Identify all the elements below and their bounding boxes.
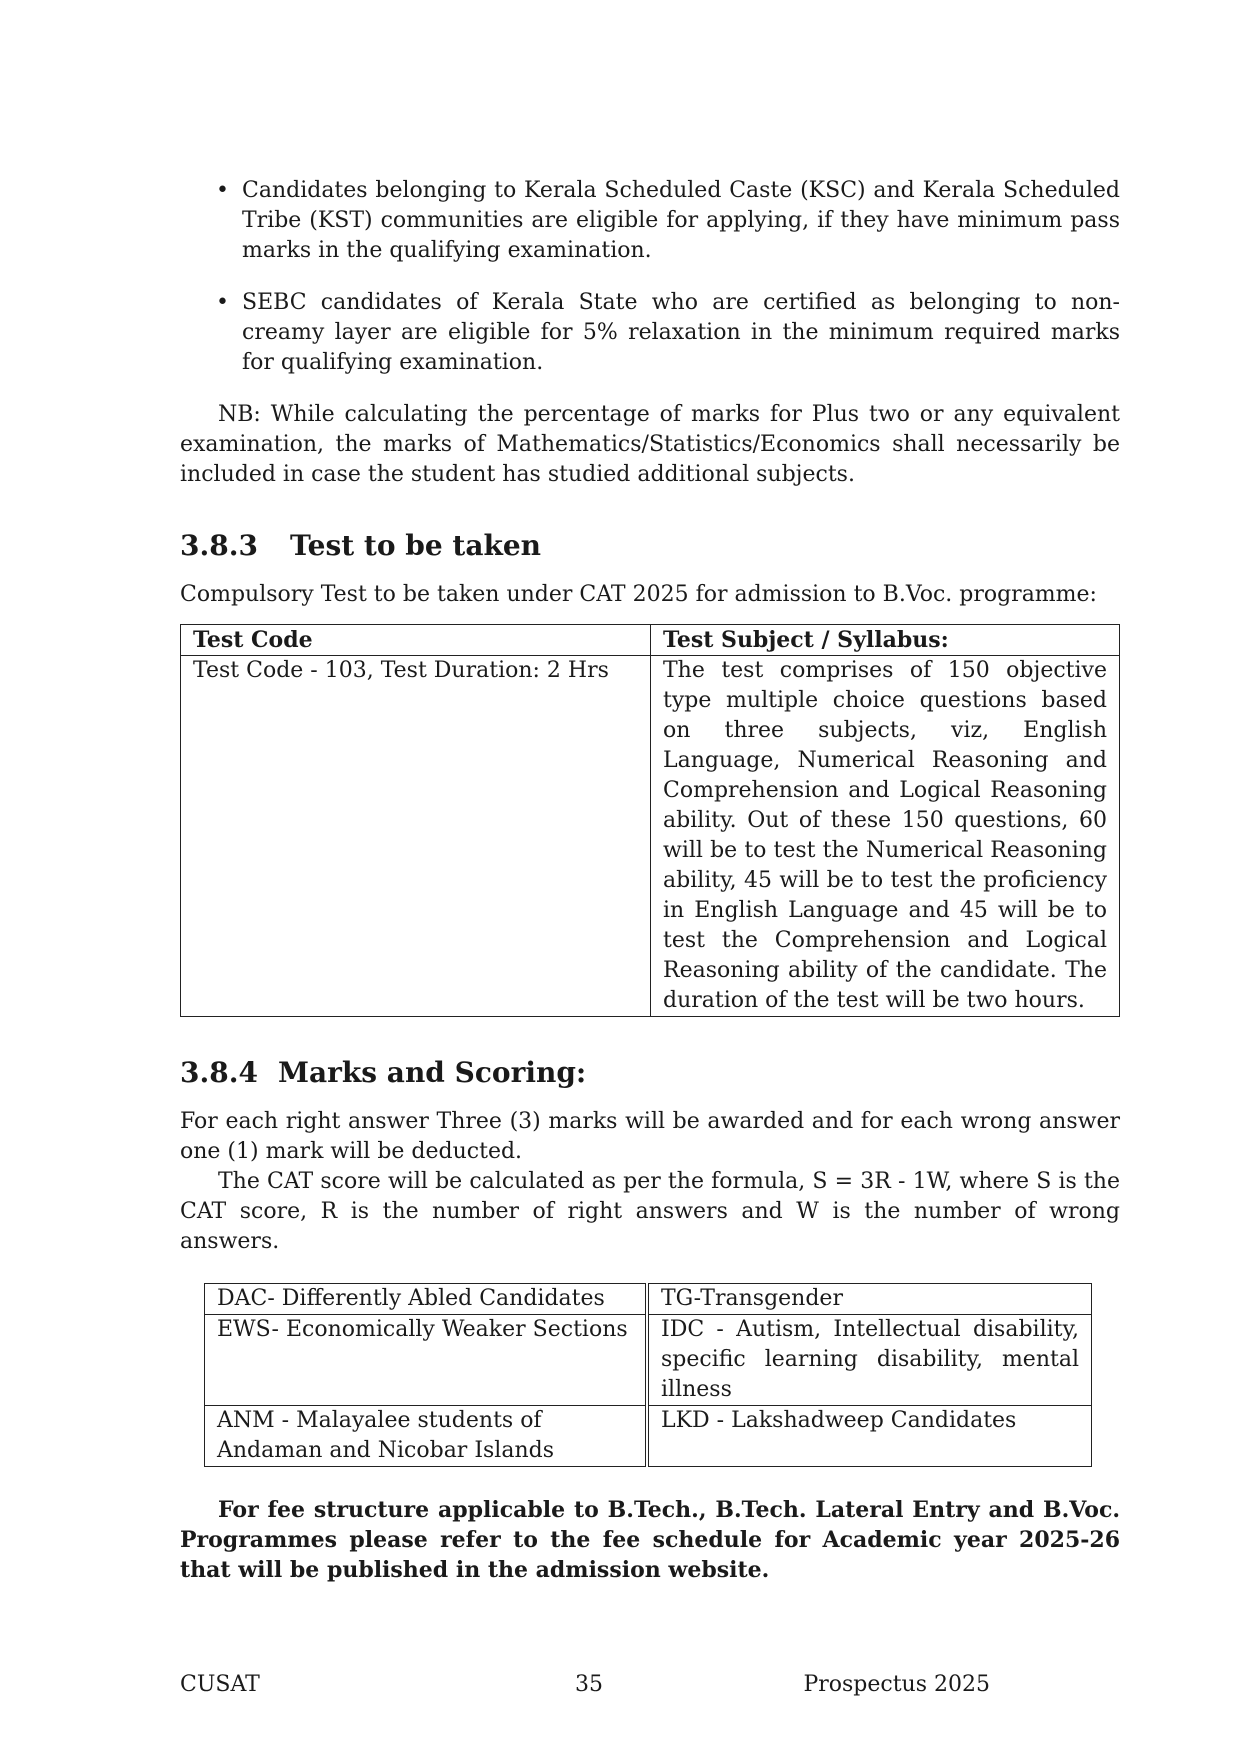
page-footer xyxy=(180,1672,990,1702)
footer-left: CUSAT xyxy=(180,1672,260,1697)
abbr-cell: ANM - Malayalee students of Andaman and Nicobar Islands xyxy=(205,1406,648,1467)
scoring-paragraph-2: The CAT score will be calculated as per the formula, S = 3R - 1W, where S is the CAT score, R is the number of right answers and W is the number of wrong answers. xyxy=(180,1169,1120,1254)
abbr-cell: EWS- Economically Weaker Sections xyxy=(205,1315,648,1406)
nb-paragraph: NB: While calculating the percentage of marks for Plus two or any equivalent examination, the marks of Mathematics/Statistics/Economics shall necessarily be included in case the student has studied additional subjects. xyxy=(180,402,1120,487)
page-number: 35 xyxy=(575,1672,603,1697)
header-test-subject: Test Subject / Syllabus: xyxy=(651,625,1120,656)
test-table xyxy=(180,624,1120,1017)
eligibility-bullet-list xyxy=(180,176,1120,378)
scoring-paragraph-1: For each right answer Three (3) marks will be awarded and for each wrong answer one (1) mark will be deducted. xyxy=(180,1109,1120,1164)
bullet-text: Candidates belonging to Kerala Scheduled Caste (KSC) and Kerala Scheduled Tribe (KST) communities are eligible for applying, if they have minimum pass marks in the qualifying examination. xyxy=(242,178,1120,263)
abbr-cell: LKD - Lakshadweep Candidates xyxy=(647,1406,1092,1467)
abbreviation-table xyxy=(204,1283,1092,1467)
section-title: Test to be taken xyxy=(290,529,542,562)
page-content xyxy=(180,176,1120,1585)
table-row xyxy=(205,1284,1092,1315)
table-header-row xyxy=(181,625,1120,656)
abbr-cell: TG-Transgender xyxy=(647,1284,1092,1315)
section-heading-3-8-4 xyxy=(180,1055,1120,1091)
table-row xyxy=(181,656,1120,1017)
fee-note: For fee structure applicable to B.Tech., B.Tech. Lateral Entry and B.Voc. Programmes please refer to the fee schedule for Academic year 2025-26 that will be published in the admission website. xyxy=(180,1497,1120,1583)
bullet-icon: • xyxy=(216,290,229,315)
table-row xyxy=(205,1315,1092,1406)
abbr-cell: DAC- Differently Abled Candidates xyxy=(205,1284,648,1315)
table-row xyxy=(205,1406,1092,1467)
bullet-item xyxy=(180,288,1120,378)
section-heading-3-8-3 xyxy=(180,528,1120,564)
abbr-cell: IDC - Autism, Intellectual disability, specific learning disability, mental illness xyxy=(647,1315,1092,1406)
section-title: Marks and Scoring: xyxy=(278,1056,587,1089)
header-test-code: Test Code xyxy=(181,625,651,656)
test-intro: Compulsory Test to be taken under CAT 2025 for admission to B.Voc. programme: xyxy=(180,582,1097,607)
bullet-item xyxy=(180,176,1120,266)
cell-test-syllabus: The test comprises of 150 objective type multiple choice questions based on three subjects, viz, English Language, Numerical Reasoning and Comprehension and Logical Reasoning ability. Out of these 150 questions, 60 will be to test the Numerical Reasoning ability, 45 will be to test the proficiency in English Language and 45 will be to test the Comprehension and Logical Reasoning ability of the candidate. The duration of the test will be two hours. xyxy=(651,656,1120,1017)
scoring-text xyxy=(180,1107,1120,1257)
section-number: 3.8.3 xyxy=(180,529,258,562)
footer-right: Prospectus 2025 xyxy=(803,1672,990,1697)
section-number: 3.8.4 xyxy=(180,1056,258,1089)
bullet-icon: • xyxy=(216,178,229,203)
cell-test-code: Test Code - 103, Test Duration: 2 Hrs xyxy=(181,656,651,1017)
bullet-text: SEBC candidates of Kerala State who are certified as belonging to non-creamy layer are eligible for 5% relaxation in the minimum required marks for qualifying examination. xyxy=(242,290,1120,375)
